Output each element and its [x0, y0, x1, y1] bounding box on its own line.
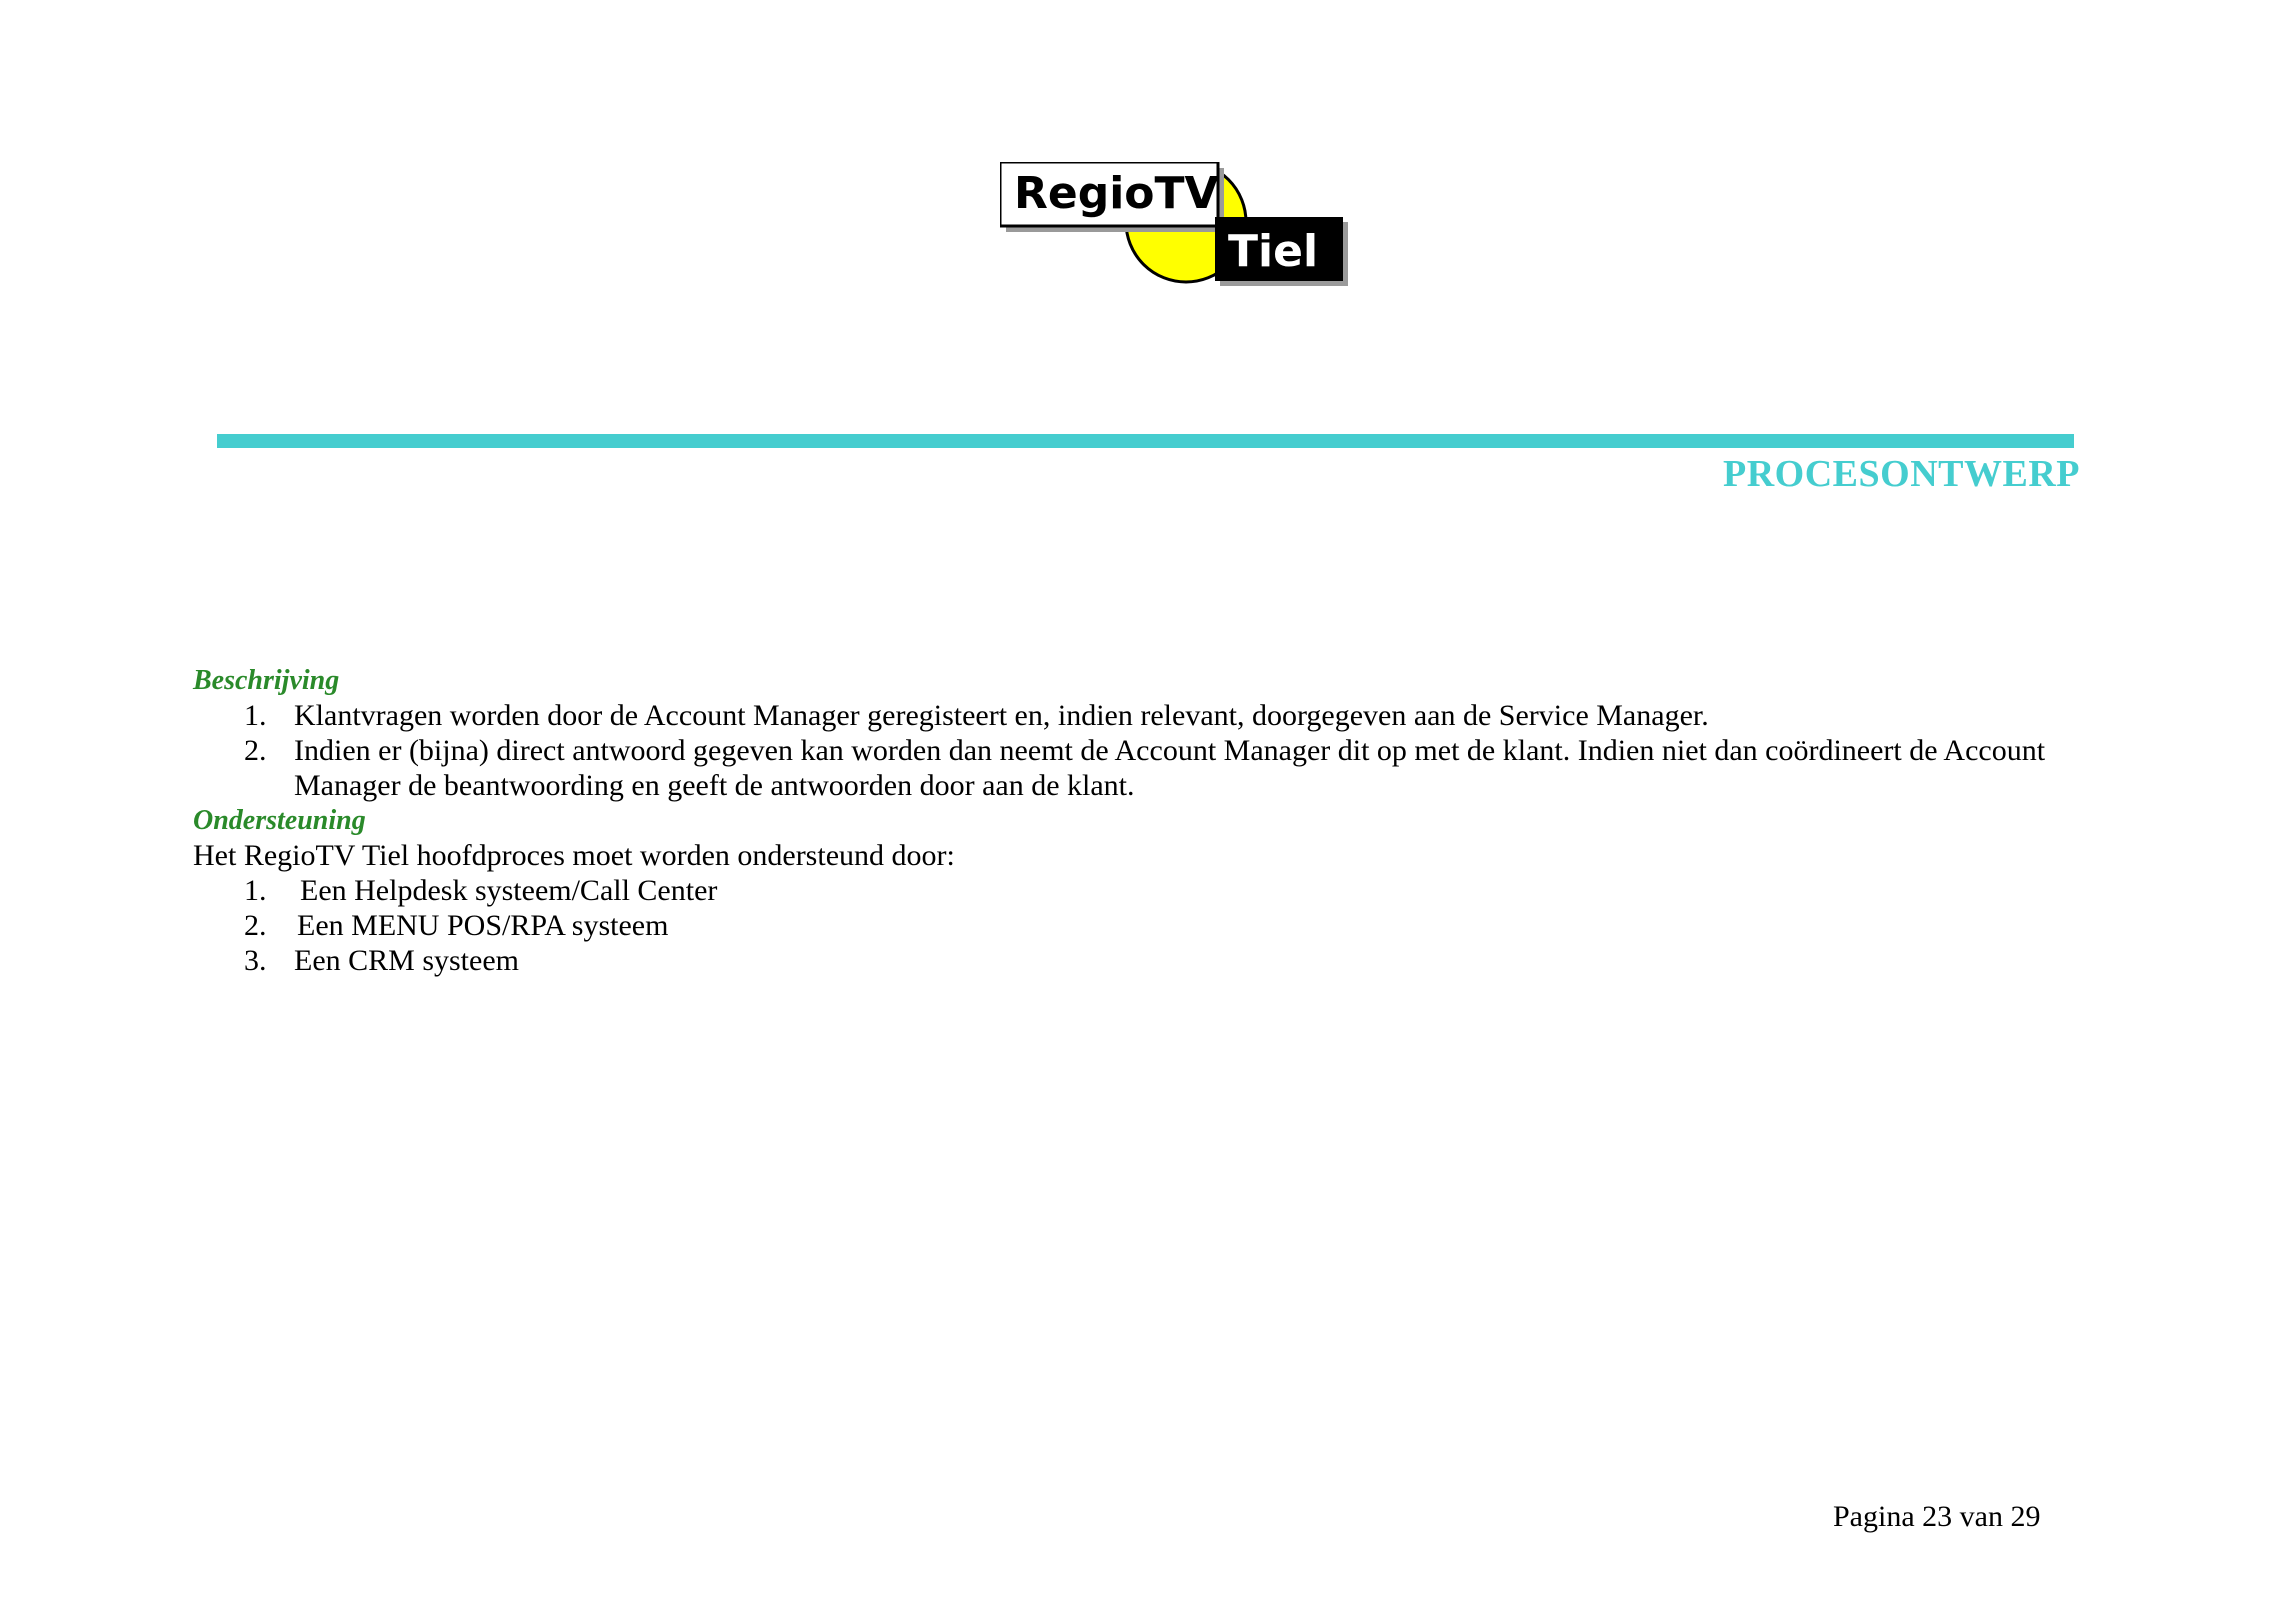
- list-item: [193, 698, 2083, 733]
- list-text: Een MENU POS/RPA systeem: [297, 909, 669, 942]
- regiotv-tiel-logo: [1000, 162, 1350, 292]
- list-text: Indien er (bijna) direct antwoord gegeven kan worden dan neemt de Account Manager dit op met de klant. Indien niet dan coördineert de Account Manager de beantwoording en geeft de antwoorden door aan de klant.: [294, 734, 2046, 802]
- section-title: PROCESONTWERP: [1723, 453, 2080, 495]
- beschrijving-heading: Beschrijving: [193, 665, 340, 696]
- list-text: Een Helpdesk systeem/Call Center: [300, 874, 718, 907]
- list-number: 3.: [244, 944, 267, 977]
- list-text: Een CRM systeem: [294, 944, 519, 977]
- list-item: [193, 733, 2083, 803]
- beschrijving-list: [193, 698, 2083, 803]
- list-item: [193, 908, 2083, 943]
- list-item: [193, 873, 2083, 908]
- header-rule: [217, 434, 2074, 448]
- ondersteuning-list: [193, 873, 2083, 978]
- logo-line1: RegioTV: [1014, 168, 1219, 219]
- document-body: [193, 663, 2083, 978]
- list-number: 1.: [244, 699, 267, 732]
- list-number: 2.: [244, 734, 267, 767]
- list-number: 2.: [244, 909, 267, 942]
- ondersteuning-intro: Het RegioTV Tiel hoofdproces moet worden ondersteund door:: [193, 839, 955, 872]
- page-number: Pagina 23 van 29: [1833, 1500, 2041, 1533]
- list-number: 1.: [244, 874, 267, 907]
- list-text: Klantvragen worden door de Account Manager geregisteert en, indien relevant, doorgegeven aan de Service Manager.: [294, 699, 1709, 732]
- list-item: [193, 943, 2083, 978]
- ondersteuning-heading: Ondersteuning: [193, 805, 366, 836]
- logo-line2: Tiel: [1228, 226, 1319, 277]
